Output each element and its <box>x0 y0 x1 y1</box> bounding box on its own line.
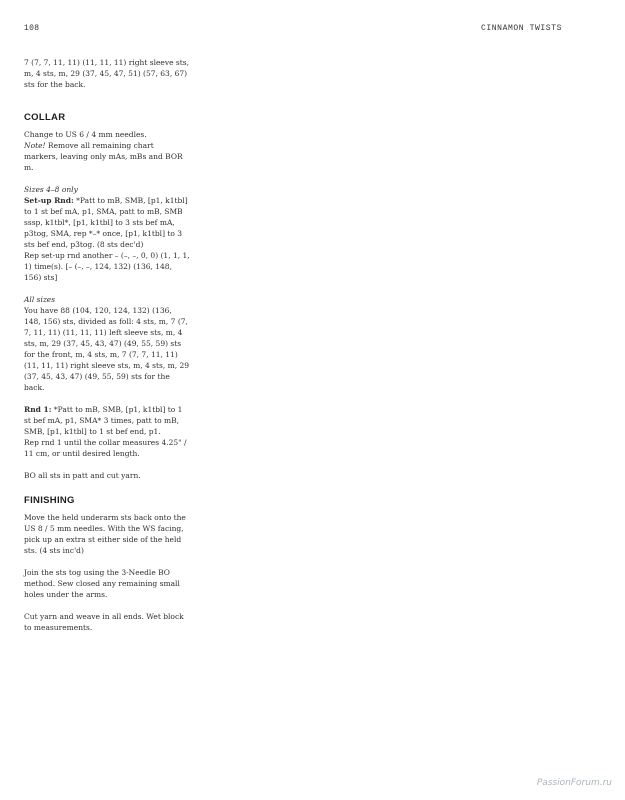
setup-round <box>24 195 190 250</box>
watermark: PassionForum.ru <box>536 778 612 788</box>
all-sizes-text: You have 88 (104, 120, 124, 132) (136, 148, 156) sts, divided as foll: 4 sts, m, 7 (7, 7, 11, 11) (11, 11, 11) left sleeve sts, m, 4 sts, m, 29 (37, 45, 43, 47) (49, 55, 59) sts for the front, m, 4 sts, m, 7 (7, 7, 11, 11) (11, 11, 11) right sleeve sts, m, 4 sts, m, 29 (37, 45, 43, 47) (49, 55, 59) sts for the back. <box>24 306 190 392</box>
round-1 <box>24 404 190 437</box>
setup-text: *Patt to mB, SMB, [p1, k1tbl] to 1 st bef mA, p1, SMA, patt to mB, SMB sssp, k1tbl*, [p1, k1tbl] to 3 sts bef mA, p3tog, SMA, rep *–* once, [p1, k1tbl] to 3 sts bef end, p3tog. (8 sts dec'd) <box>24 196 188 249</box>
sizes-subheading: Sizes 4–8 only <box>24 185 78 194</box>
repeat-round-1: Rep rnd 1 until the collar measures 4.25" / 11 cm, or until desired length. <box>24 438 187 458</box>
intro-paragraph: 7 (7, 7, 11, 11) (11, 11, 11) right sleeve sts, m, 4 sts, m, 29 (37, 45, 47, 51) (57, 63, 67) sts for the back. <box>24 58 190 89</box>
pattern-column <box>24 57 190 633</box>
round-1-label: Rnd 1: <box>24 405 52 414</box>
note-label: Note! <box>24 141 46 150</box>
bind-off-instruction: BO all sts in patt and cut yarn. <box>24 471 141 480</box>
page-number: 108 <box>24 24 40 33</box>
finishing-paragraph-1: Move the held underarm sts back onto the US 8 / 5 mm needles. With the WS facing, pick up an extra st either side of the held sts. (4 sts inc'd) <box>24 513 186 555</box>
finishing-paragraph-3: Cut yarn and weave in all ends. Wet block to measurements. <box>24 612 184 632</box>
all-sizes-subheading: All sizes <box>24 295 56 304</box>
needles-instruction: Change to US 6 / 4 mm needles. <box>24 130 147 139</box>
note-text: Remove all remaining chart markers, leaving only mAs, mBs and BOR m. <box>24 141 183 172</box>
repeat-setup: Rep set-up rnd another – (–, –, 0, 0) (1, 1, 1, 1) time(s). [– (–, –, 124, 132) (136, 148, 156) sts] <box>24 251 190 282</box>
collar-heading: COLLAR <box>24 112 66 123</box>
setup-label: Set-up Rnd: <box>24 196 74 205</box>
running-head: CINNAMON TWISTS <box>480 24 562 33</box>
note-paragraph <box>24 140 190 173</box>
finishing-heading: FINISHING <box>24 495 75 506</box>
finishing-paragraph-2: Join the sts tog using the 3-Needle BO method. Sew closed any remaining small holes under the arms. <box>24 568 180 599</box>
round-1-text: *Patt to mB, SMB, [p1, k1tbl] to 1 st bef mA, p1, SMA* 3 times, patt to mB, SMB, [p1, k1tbl] to 1 st bef end, p1. <box>24 405 183 436</box>
